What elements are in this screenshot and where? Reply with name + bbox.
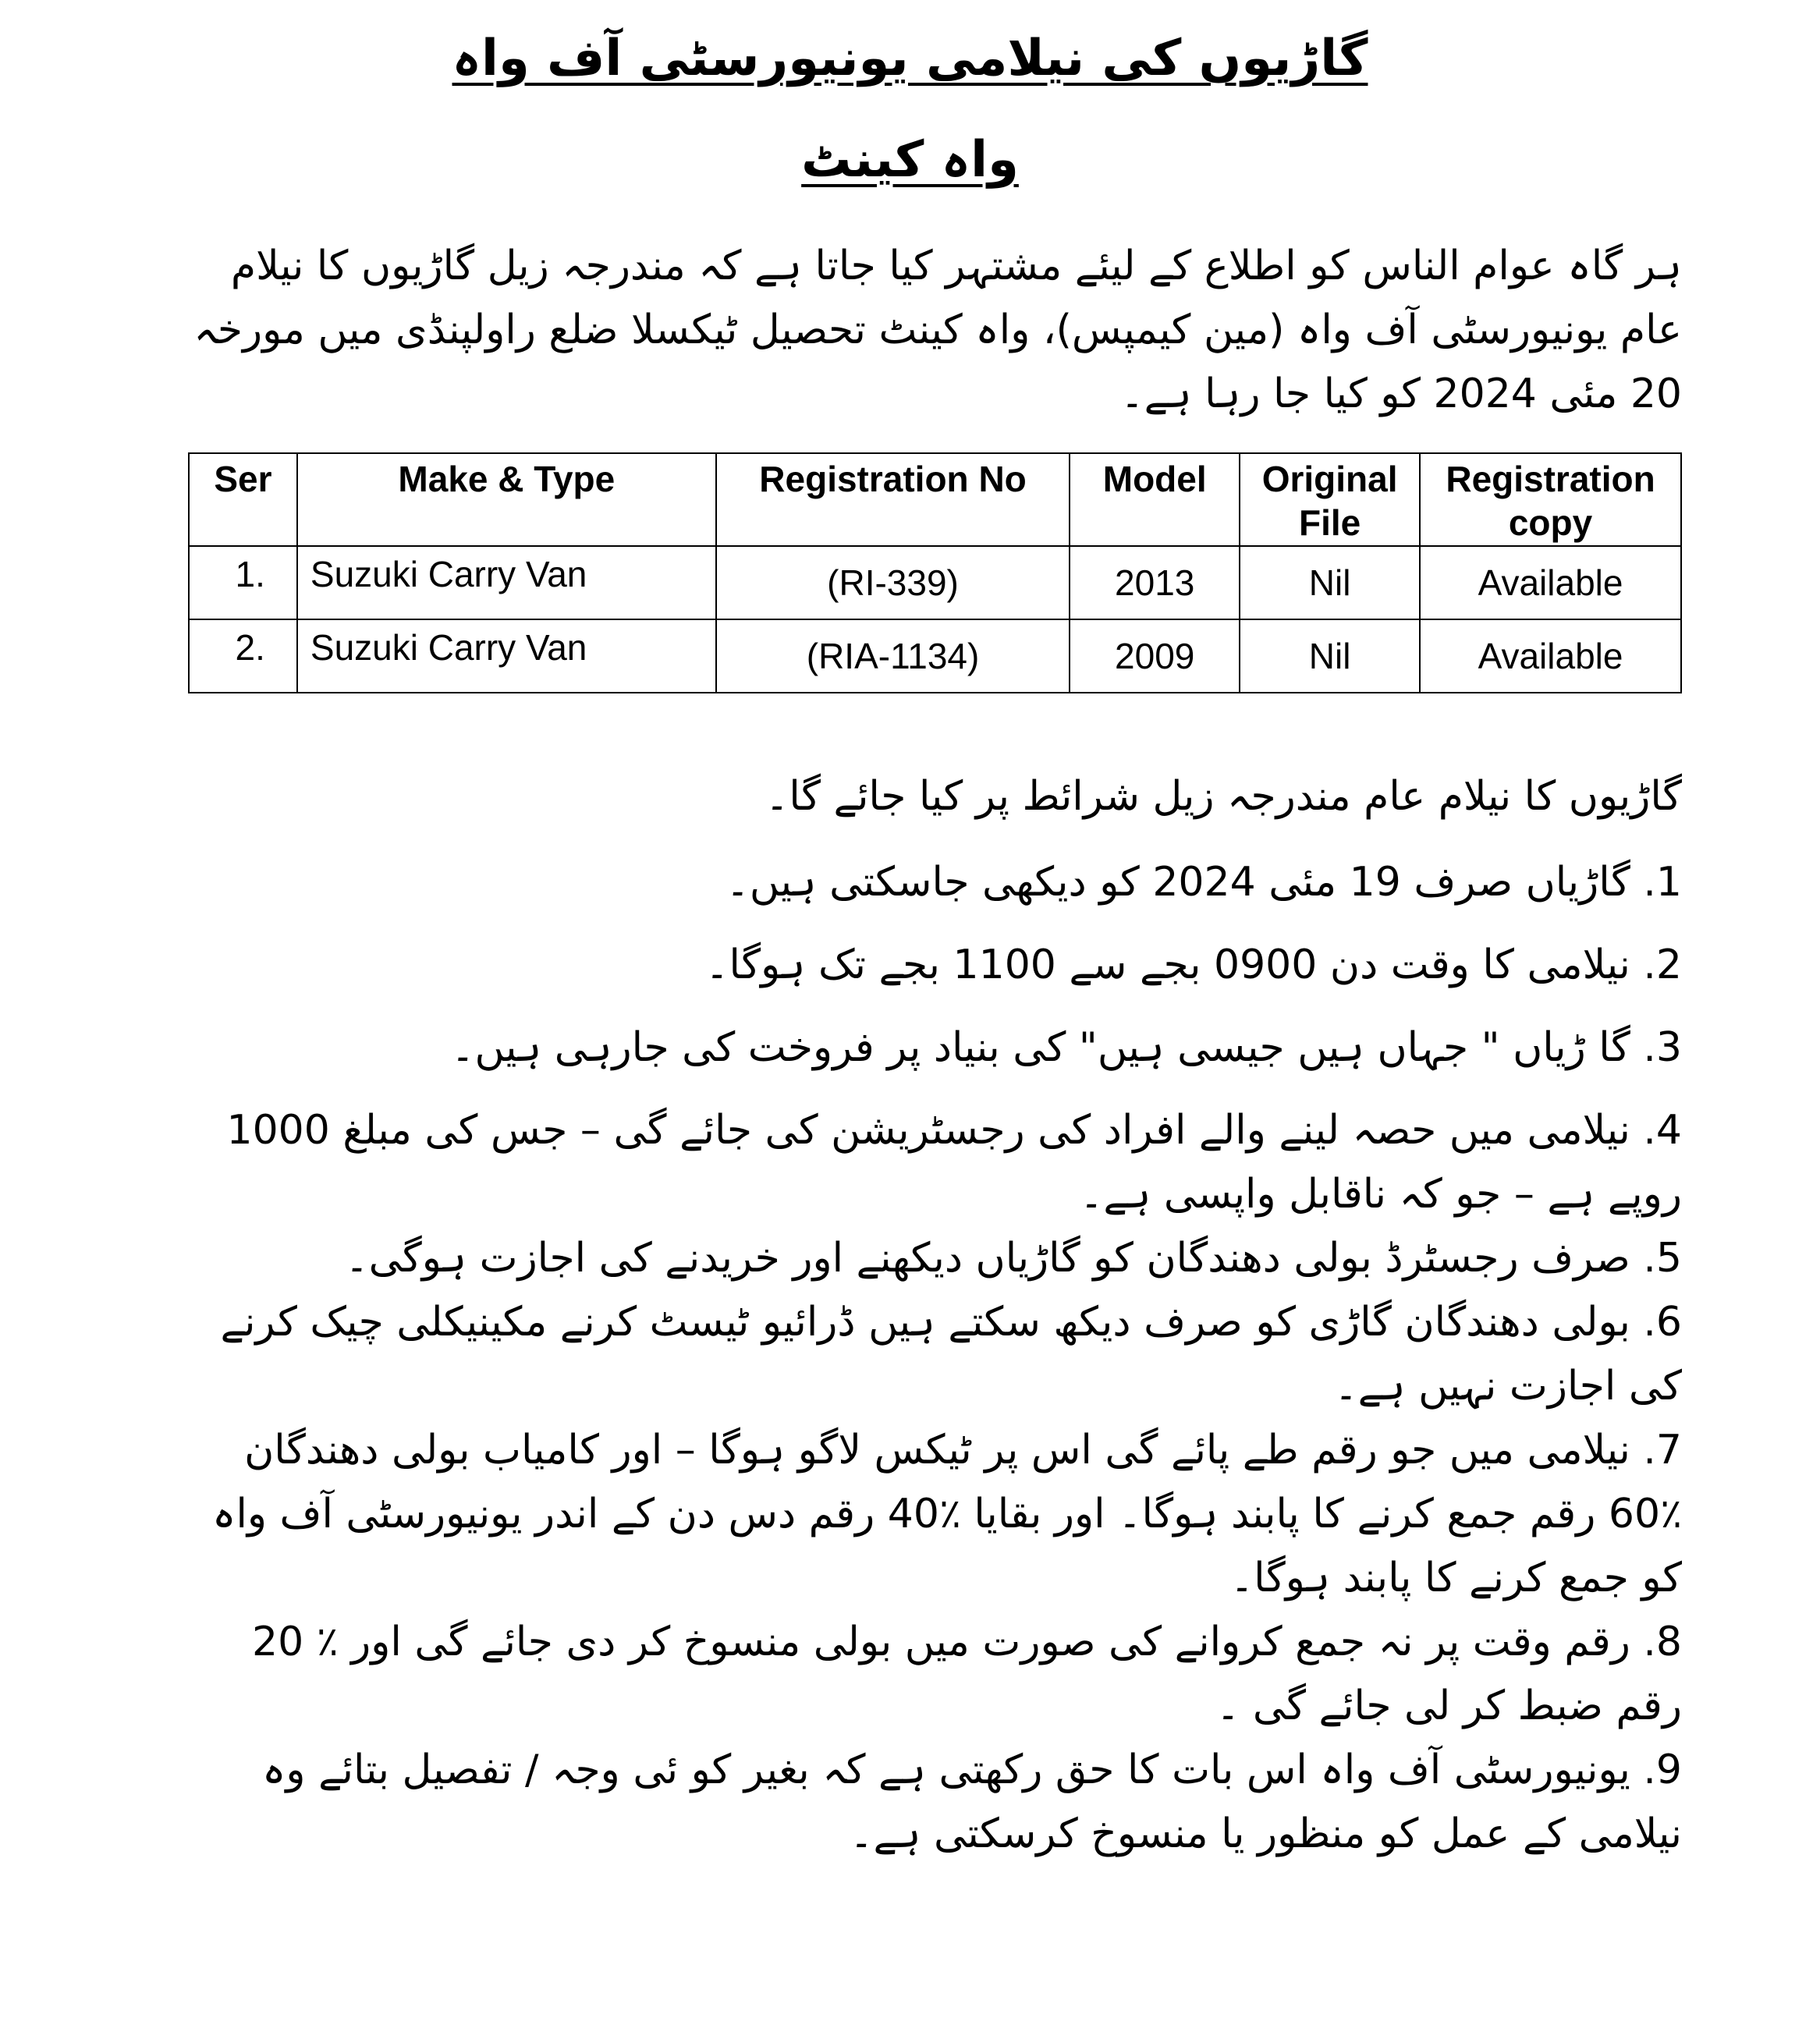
header-ser: Ser [189, 453, 297, 546]
condition-item: 1. گاڑیاں صرف 19 مئی 2024 کو دیکھی جاسکتی ہیں۔ [726, 859, 1682, 906]
cell-registration: (RI-339) [716, 546, 1070, 619]
vehicles-table [188, 452, 1682, 693]
table-row [189, 619, 1681, 693]
condition-item: 2. نیلامی کا وقت دن 0900 بجے سے 1100 بجے تک ہوگا۔ [705, 942, 1682, 988]
cell-registration-copy: Available [1420, 546, 1681, 619]
condition-item: 5. صرف رجسٹرڈ بولی دھندگان کو گاڑیاں دیکھنے اور خریدنے کی اجازت ہوگی۔ [345, 1235, 1682, 1282]
header-registration-copy-line1: Registration [1446, 459, 1655, 499]
intro-paragraph: ہر گاہ عوام الناس کو اطلاع کے لیئے مشتہر کیا جاتا ہے کہ مندرجہ زیل گاڑیوں کا نیلام عام یونیورسٹی آف واہ (مین کیمپس)، واہ کینٹ تحصیل ٹیکسلا ضلع راولپنڈی میں مورخہ 20 مئی 2024 کو کیا جا رہا ہے۔ [193, 243, 1682, 417]
cell-ser: 1. [189, 546, 297, 619]
notice-subtitle-text: واہ کینٹ [801, 131, 1019, 189]
condition-item: 8. رقم وقت پر نہ جمع کروانے کی صورت میں بولی منسوخ کر دی جائے گی اور ٪ 20 رقم ضبط کر لی جائے گی ۔ [252, 1619, 1682, 1729]
cell-model: 2009 [1070, 619, 1240, 693]
table-row [189, 546, 1681, 619]
cell-original-file: Nil [1240, 619, 1420, 693]
header-registration: Registration No [716, 453, 1070, 546]
header-original-file [1240, 453, 1420, 546]
cell-registration-copy: Available [1420, 619, 1681, 693]
header-original-file-line1: Original [1261, 459, 1398, 499]
condition-item: 7. نیلامی میں جو رقم طے پائے گی اس پر ٹیکس لاگو ہوگا – اور کامیاب بولی دھندگان ٪60 رقم جمع کرنے کا پابند ہوگا۔ اور بقایا ٪40 رقم دس دن کے اندر یونیورسٹی آف واہ کو جمع کرنے کا پابند ہوگا۔ [211, 1427, 1682, 1601]
condition-item: 3. گا ڑیاں " جہاں ہیں جیسی ہیں" کی بنیاد پر فروخت کی جارہی ہیں۔ [451, 1024, 1682, 1071]
conditions-heading: گاڑیوں کا نیلام عام مندرجہ زیل شرائط پر کیا جائے گا۔ [765, 773, 1682, 820]
notice-subtitle [0, 125, 1820, 195]
condition-item: 9. یونیورسٹی آف واہ اس بات کا حق رکھتی ہے کہ بغیر کو ئی وجہ / تفصیل بتائے وہ نیلامی کے عمل کو منظور یا منسوخ کرسکتی ہے۔ [261, 1747, 1682, 1857]
header-registration-copy [1420, 453, 1681, 546]
condition-item: 6. بولی دھندگان گاڑی کو صرف دیکھ سکتے ہیں ڈرائیو ٹیسٹ کرنے مکینیکلی چیک کرنے کی اجازت نہیں ہے۔ [220, 1299, 1682, 1410]
conditions-list [184, 850, 1682, 1866]
header-make: Make & Type [297, 453, 716, 546]
header-original-file-line2: File [1298, 502, 1361, 543]
header-model: Model [1070, 453, 1240, 546]
cell-make: Suzuki Carry Van [297, 546, 716, 619]
table-header-row [189, 453, 1681, 546]
cell-make: Suzuki Carry Van [297, 619, 716, 693]
notice-title-text: گاڑیوں کی نیلامی یونیورسٹی آف واہ [452, 30, 1368, 87]
condition-item: 4. نیلامی میں حصہ لینے والے افراد کی رجسٹریشن کی جائے گی – جس کی مبلغ 1000 روپے ہے – جو کہ ناقابل واپسی ہے۔ [226, 1107, 1682, 1218]
notice-title [0, 23, 1820, 94]
header-registration-copy-line2: copy [1508, 502, 1593, 543]
cell-model: 2013 [1070, 546, 1240, 619]
cell-original-file: Nil [1240, 546, 1420, 619]
cell-ser: 2. [189, 619, 297, 693]
cell-registration: (RIA-1134) [716, 619, 1070, 693]
